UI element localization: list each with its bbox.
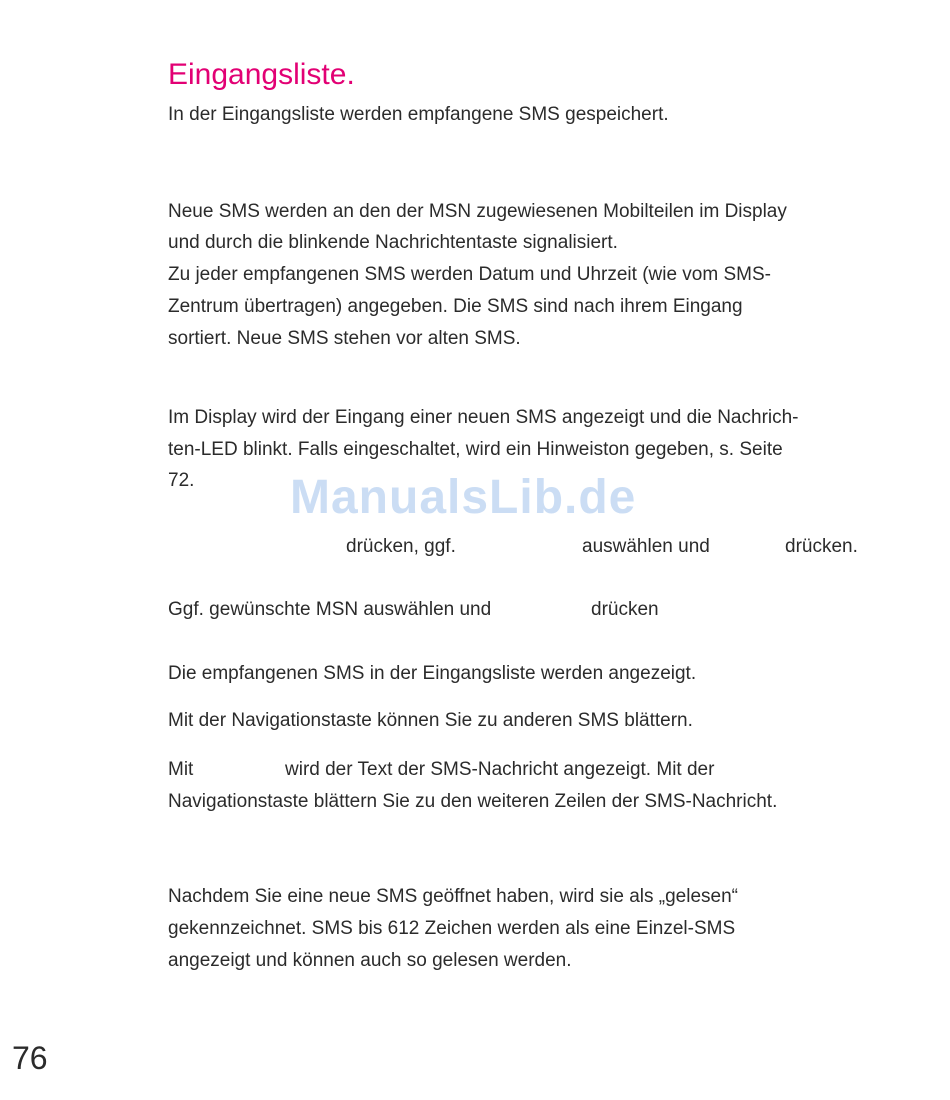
result-line-4: Navigationstaste blättern Sie zu den weiteren Zeilen der SMS-Nachricht. <box>168 791 778 812</box>
result-line-3-b: wird der Text der SMS-Nachricht angezeigt. Mit der <box>285 759 715 780</box>
paragraph-1-line-3: Zu jeder empfangenen SMS werden Datum und Uhrzeit (wie vom SMS- <box>168 264 771 285</box>
step-2-text-a: Ggf. gewünschte MSN auswählen und <box>168 599 492 620</box>
step-1-text-c: drücken. <box>785 536 858 557</box>
section-title: Eingangsliste. <box>168 58 355 91</box>
intro-text: In der Eingangsliste werden empfangene SMS gespeichert. <box>168 104 669 125</box>
paragraph-3-line-1: Nachdem Sie eine neue SMS geöffnet haben, wird sie als „gelesen“ <box>168 886 738 907</box>
watermark-logo: ManualsLib.de <box>290 471 637 524</box>
paragraph-2-line-3: 72. <box>168 470 195 491</box>
paragraph-3-line-2: gekennzeichnet. SMS bis 612 Zeichen werden als eine Einzel-SMS <box>168 918 736 939</box>
paragraph-1-line-1: Neue SMS werden an den der MSN zugewiesenen Mobilteilen im Display <box>168 201 787 222</box>
paragraph-1-line-5: sortiert. Neue SMS stehen vor alten SMS. <box>168 328 521 349</box>
page-number: 76 <box>12 1040 48 1076</box>
step-1-text-b: auswählen und <box>582 536 710 557</box>
result-line-3-a: Mit <box>168 759 194 780</box>
paragraph-2-line-2: ten-LED blinkt. Falls eingeschaltet, wird ein Hinweiston gegeben, s. Seite <box>168 439 783 460</box>
paragraph-1-line-2: und durch die blinkende Nachrichtentaste signalisiert. <box>168 232 618 253</box>
step-1-text-a: drücken, ggf. <box>346 536 456 557</box>
paragraph-1-line-4: Zentrum übertragen) angegeben. Die SMS sind nach ihrem Eingang <box>168 296 743 317</box>
step-2-text-b: drücken <box>591 599 659 620</box>
paragraph-3-line-3: angezeigt und können auch so gelesen werden. <box>168 950 572 971</box>
result-line-1: Die empfangenen SMS in der Eingangsliste werden angezeigt. <box>168 663 697 684</box>
result-line-2: Mit der Navigationstaste können Sie zu anderen SMS blättern. <box>168 710 693 731</box>
paragraph-2-line-1: Im Display wird der Eingang einer neuen SMS angezeigt und die Nachrich- <box>168 407 799 428</box>
